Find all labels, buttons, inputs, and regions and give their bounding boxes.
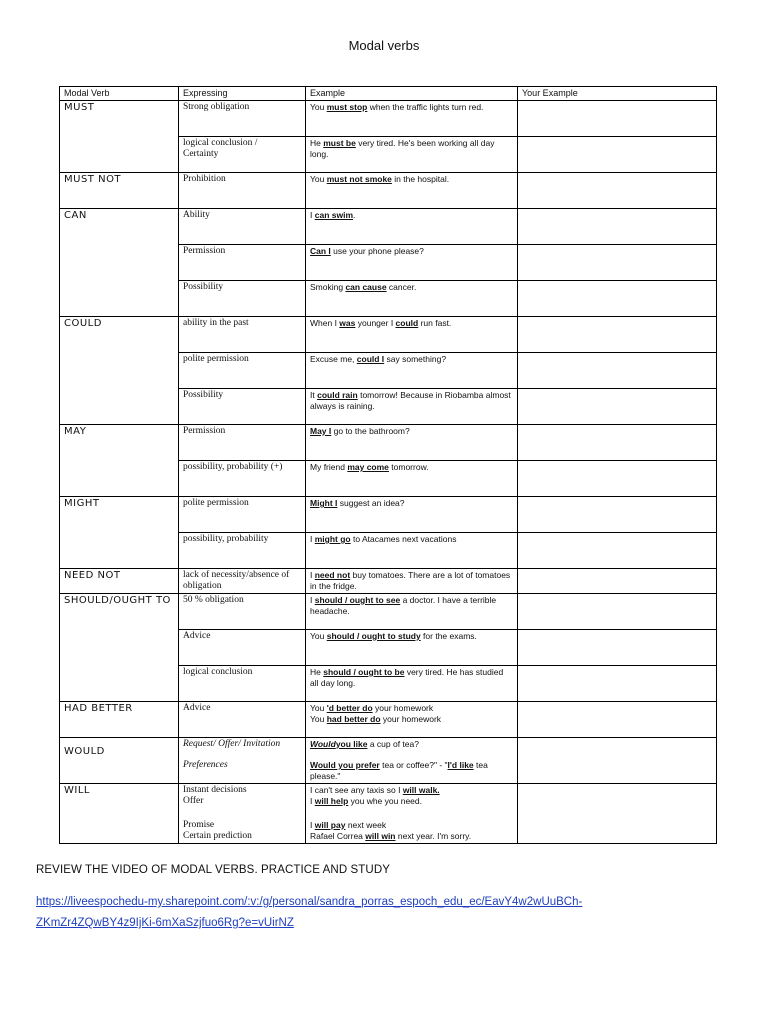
example-cell: May I go to the bathroom?: [306, 425, 518, 461]
expressing-cell: Possibility: [179, 389, 306, 425]
your-example-cell[interactable]: [518, 173, 717, 209]
table-row: [60, 594, 717, 630]
expressing-cell: lack of necessity/absence of obligation: [179, 569, 306, 594]
example-cell: You should / ought to study for the exams.: [306, 630, 518, 666]
video-link-line-1[interactable]: https://liveespochedu-my.sharepoint.com/:v:/g/personal/sandra_porras_espoch_edu_ec/EavY4w2wUuBCh-: [36, 896, 583, 908]
video-link-line-2[interactable]: ZKmZr4ZQwBY4z9IjKi-6mXaSzjfuo6Rg?e=vUirNZ: [36, 917, 294, 929]
example-cell: I can't see any taxis so I will walk. I will help you whe you need. I will pay next week Rafael Correa will win next year. I'm sorry.: [306, 784, 518, 844]
table-row: [60, 425, 717, 461]
expressing-cell: logical conclusion / Certainty: [179, 137, 306, 173]
example-cell: It could rain tomorrow! Because in Riobamba almost always is raining.: [306, 389, 518, 425]
header-expressing: Expressing: [179, 87, 306, 101]
your-example-cell[interactable]: [518, 245, 717, 281]
example-cell: He should / ought to be very tired. He has studied all day long.: [306, 666, 518, 702]
your-example-cell[interactable]: [518, 101, 717, 137]
expressing-cell: logical conclusion: [179, 666, 306, 702]
verb-should-ought-to: SHOULD/OUGHT TO: [60, 594, 179, 702]
expressing-cell: polite permission: [179, 353, 306, 389]
header-your-example: Your Example: [518, 87, 717, 101]
expressing-cell: Advice: [179, 630, 306, 666]
verb-must-not: MUST NOT: [60, 173, 179, 209]
your-example-cell[interactable]: [518, 497, 717, 533]
table-row: [60, 569, 717, 594]
your-example-cell[interactable]: [518, 137, 717, 173]
example-cell: Can I use your phone please?: [306, 245, 518, 281]
expressing-cell: Advice: [179, 702, 306, 738]
verb-will: WILL: [60, 784, 179, 844]
header-modal-verb: Modal Verb: [60, 87, 179, 101]
example-cell: I need not buy tomatoes. There are a lot of tomatoes in the fridge.: [306, 569, 518, 594]
your-example-cell[interactable]: [518, 666, 717, 702]
verb-might: MIGHT: [60, 497, 179, 569]
expressing-cell: Ability: [179, 209, 306, 245]
expressing-cell: possibility, probability: [179, 533, 306, 569]
your-example-cell[interactable]: [518, 738, 717, 784]
example-cell: Smoking can cause cancer.: [306, 281, 518, 317]
your-example-cell[interactable]: [518, 425, 717, 461]
example-cell: When I was younger I could run fast.: [306, 317, 518, 353]
your-example-cell[interactable]: [518, 209, 717, 245]
table-row: [60, 317, 717, 353]
expressing-cell: Instant decisions Offer Promise Certain prediction: [179, 784, 306, 844]
expressing-cell: Permission: [179, 425, 306, 461]
your-example-cell[interactable]: [518, 317, 717, 353]
table-row: [60, 738, 717, 784]
your-example-cell[interactable]: [518, 702, 717, 738]
verb-could: COULD: [60, 317, 179, 425]
your-example-cell[interactable]: [518, 461, 717, 497]
expressing-cell: polite permission: [179, 497, 306, 533]
table-row: [60, 784, 717, 844]
modal-verbs-table: [59, 86, 717, 844]
table-row: [60, 497, 717, 533]
example-cell: Might I suggest an idea?: [306, 497, 518, 533]
verb-had-better: HAD BETTER: [60, 702, 179, 738]
expressing-cell: 50 % obligation: [179, 594, 306, 630]
your-example-cell[interactable]: [518, 630, 717, 666]
example-cell: He must be very tired. He's been working all day long.: [306, 137, 518, 173]
verb-would: WOULD: [60, 738, 179, 784]
example-cell: I might go to Atacames next vacations: [306, 533, 518, 569]
table-row: [60, 173, 717, 209]
verb-may: MAY: [60, 425, 179, 497]
example-cell: Wouldyou like a cup of tea? Would you prefer tea or coffee?" - "I'd like tea please.": [306, 738, 518, 784]
example-cell: I can swim.: [306, 209, 518, 245]
expressing-cell: Request/ Offer/ Invitation Preferences: [179, 738, 306, 784]
example-cell: You 'd better do your homework You had better do your homework: [306, 702, 518, 738]
expressing-cell: Strong obligation: [179, 101, 306, 137]
verb-need-not: NEED NOT: [60, 569, 179, 594]
your-example-cell[interactable]: [518, 353, 717, 389]
expressing-cell: Prohibition: [179, 173, 306, 209]
your-example-cell[interactable]: [518, 281, 717, 317]
expressing-cell: possibility, probability (+): [179, 461, 306, 497]
header-example: Example: [306, 87, 518, 101]
table-row: [60, 702, 717, 738]
verb-can: CAN: [60, 209, 179, 317]
expressing-cell: Permission: [179, 245, 306, 281]
example-cell: You must stop when the traffic lights turn red.: [306, 101, 518, 137]
your-example-cell[interactable]: [518, 533, 717, 569]
example-cell: My friend may come tomorrow.: [306, 461, 518, 497]
example-cell: Excuse me, could I say something?: [306, 353, 518, 389]
review-instruction: REVIEW THE VIDEO OF MODAL VERBS. PRACTICE AND STUDY: [36, 864, 390, 876]
expressing-cell: ability in the past: [179, 317, 306, 353]
example-cell: I should / ought to see a doctor. I have a terrible headache.: [306, 594, 518, 630]
table-row: [60, 101, 717, 137]
your-example-cell[interactable]: [518, 569, 717, 594]
table-row: [60, 209, 717, 245]
your-example-cell[interactable]: [518, 389, 717, 425]
example-cell: You must not smoke in the hospital.: [306, 173, 518, 209]
document-title: Modal verbs: [348, 38, 420, 53]
expressing-cell: Possibility: [179, 281, 306, 317]
table-header-row: [60, 87, 717, 101]
verb-must: MUST: [60, 101, 179, 173]
your-example-cell[interactable]: [518, 784, 717, 844]
your-example-cell[interactable]: [518, 594, 717, 630]
